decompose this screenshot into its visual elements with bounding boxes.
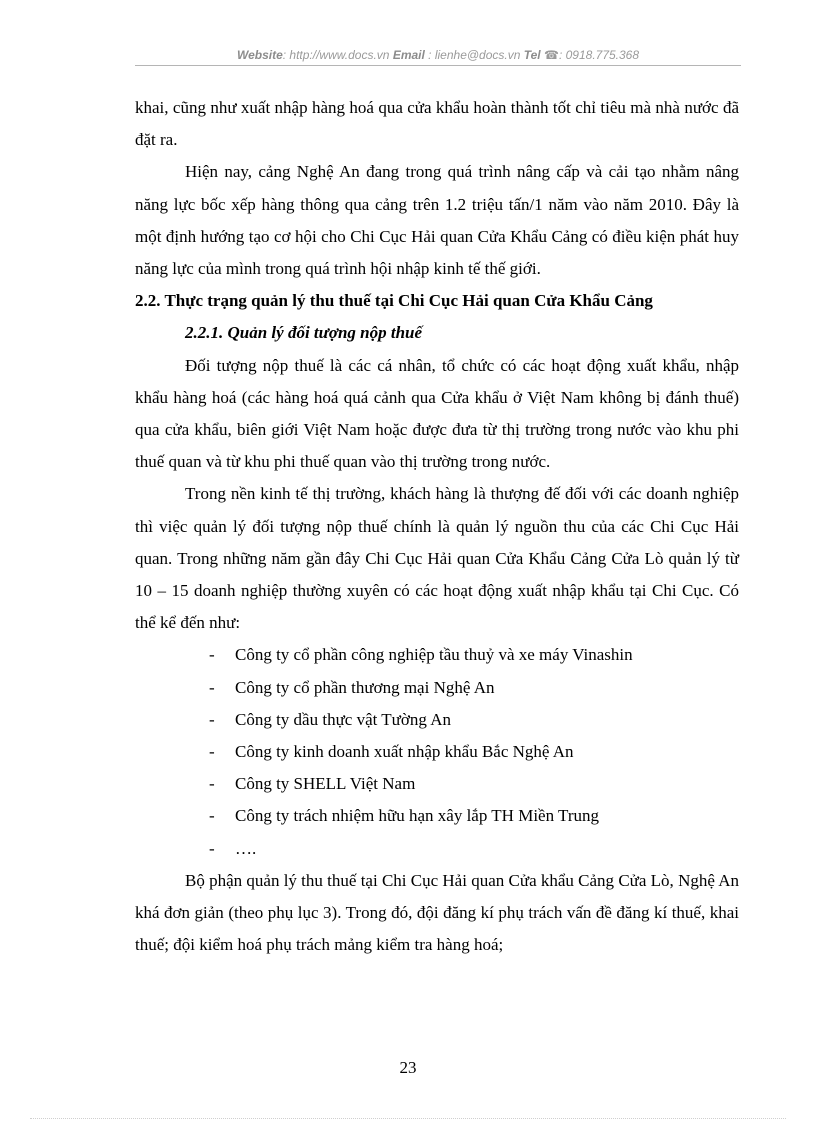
- list-item: - Công ty trách nhiệm hữu hạn xây lắp TH Miền Trung: [135, 800, 739, 832]
- page-header: [135, 48, 741, 66]
- list-item: - Công ty cổ phần thương mại Nghệ An: [135, 672, 739, 704]
- website-url: : http://www.docs.vn: [282, 48, 390, 62]
- section-heading: 2.2. Thực trạng quản lý thu thuế tại Chi Cục Hải quan Cửa Khẩu Cảng: [135, 291, 653, 311]
- email-label: Email: [392, 48, 425, 62]
- page-number: 23: [399, 1058, 417, 1077]
- list-item: - ….: [135, 833, 739, 865]
- email-address: : lienhe@docs.vn: [428, 48, 521, 62]
- paragraph-1: khai, cũng như xuất nhập hàng hoá qua cửa khẩu hoàn thành tốt chỉ tiêu mà nhà nước đã đặt ra.: [135, 98, 739, 150]
- company-list: [135, 639, 739, 864]
- paragraph-5: Bộ phận quản lý thu thuế tại Chi Cục Hải quan Cửa khẩu Cảng Cửa Lò, Nghệ An khá đơn giản (theo phụ lục 3). Trong đó, đội đăng kí phụ trách vấn đề đăng kí thuế, khai thuế; đội kiểm hoá phụ trách mảng kiểm tra hàng hoá;: [135, 870, 739, 955]
- paragraph-4: Trong nền kinh tế thị trường, khách hàng là thượng đế đối với các doanh nghiệp thì việc quản lý đối tượng nộp thuế chính là quản lý nguồn thu của các Chi Cục Hải quan. Trong những năm gần đây Chi Cục Hải quan Cửa Khẩu Cảng Cửa Lò quản lý từ 10 – 15 doanh nghiệp thường xuyên có các hoạt động xuất nhập khẩu tại Chi Cục. Có thể kể đến như:: [135, 484, 739, 633]
- phone-icon: ☎: [544, 48, 559, 62]
- document-body: [135, 92, 739, 961]
- paragraph-3: Đối tượng nộp thuế là các cá nhân, tổ chức có các hoạt động xuất khẩu, nhập khẩu hàng hoá (các hàng hoá quá cảnh qua Cửa khẩu ở Việt Nam không bị đánh thuế) qua cửa khẩu, biên giới Việt Nam hoặc được đưa từ thị trường trong nước vào khu phi thuế quan và từ khu phi thuế quan vào thị trường trong nước.: [135, 355, 739, 472]
- tel-label: Tel: [523, 48, 541, 62]
- list-item: - Công ty kinh doanh xuất nhập khẩu Bắc Nghệ An: [135, 736, 739, 768]
- list-item: - Công ty cổ phần công nghiệp tầu thuỷ và xe máy Vinashin: [135, 639, 739, 671]
- website-label: Website: [236, 48, 283, 62]
- paragraph-2: Hiện nay, cảng Nghệ An đang trong quá trình nâng cấp và cải tạo nhằm nâng năng lực bốc xếp hàng thông qua cảng trên 1.2 triệu tấn/1 năm vào năm 2010. Đây là một định hướng tạo cơ hội cho Chi Cục Hải quan Cửa Khẩu Cảng có điều kiện phát huy năng lực của mình trong quá trình hội nhập kinh tế thế giới.: [135, 162, 739, 279]
- footer-divider: [30, 1118, 786, 1119]
- list-item: - Công ty dầu thực vật Tường An: [135, 704, 739, 736]
- list-item: - Công ty SHELL Việt Nam: [135, 768, 739, 800]
- tel-number: : 0918.775.368: [558, 48, 640, 62]
- subsection-heading: 2.2.1. Quản lý đối tượng nộp thuế: [185, 323, 423, 343]
